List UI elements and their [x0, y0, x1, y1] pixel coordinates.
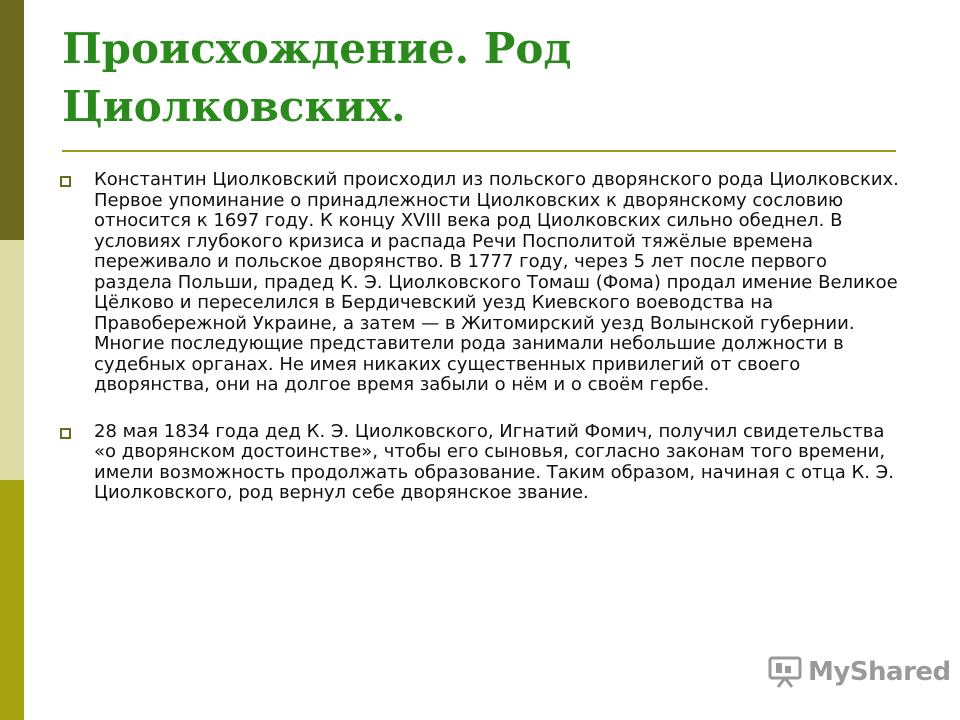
square-bullet-icon: [60, 176, 71, 187]
slide-title: Происхождение. Род Циолковских.: [62, 24, 572, 131]
bullet-item: [60, 422, 900, 504]
watermark-text: MyShared: [808, 657, 951, 687]
presentation-board-icon: [768, 656, 802, 688]
bullet-text: Константин Циолковский происходил из польского дворянского рода Циолковских. Первое упоминание о принадлежности Циолковских к дворянскому сословию относится к 1697 году. К концу XVIII века род Циолковских сильно обеднел. В условиях глубокого кризиса и распада Речи Посполитой тяжёлые времена переживало и польское дворянство. В 1777 году, через 5 лет после первого раздела Польши, прадед К. Э. Циолковского Томаш (Фома) продал имение Великое Цёлково и переселился в Бердичевский уезд Киевского воеводства на Правобережной Украине, а затем — в Житомирский уезд Волынской губернии. Многие последующие представители рода занимали небольшие должности в судебных органах. Не имея никаких существенных привилегий от своего дворянства, они на долгое время забыли о нём и о своём гербе.: [94, 169, 899, 395]
sidebar-stripe-bottom: [0, 480, 24, 720]
square-bullet-icon: [60, 428, 71, 439]
sidebar-stripe-middle: [0, 240, 24, 480]
bullet-text: 28 мая 1834 года дед К. Э. Циолковского, Игнатий Фомич, получил свидетельства «о дворянском достоинстве», чтобы его сыновья, согласно законам того времени, имели возможность продолжать образование. Таким образом, начиная с отца К. Э. Циолковского, род вернул себе дворянское звание.: [94, 420, 894, 503]
sidebar-stripe-top: [0, 0, 24, 240]
watermark: [768, 656, 951, 688]
bullet-list: [60, 170, 900, 530]
bullet-item: [60, 170, 900, 396]
title-divider: [62, 150, 896, 152]
